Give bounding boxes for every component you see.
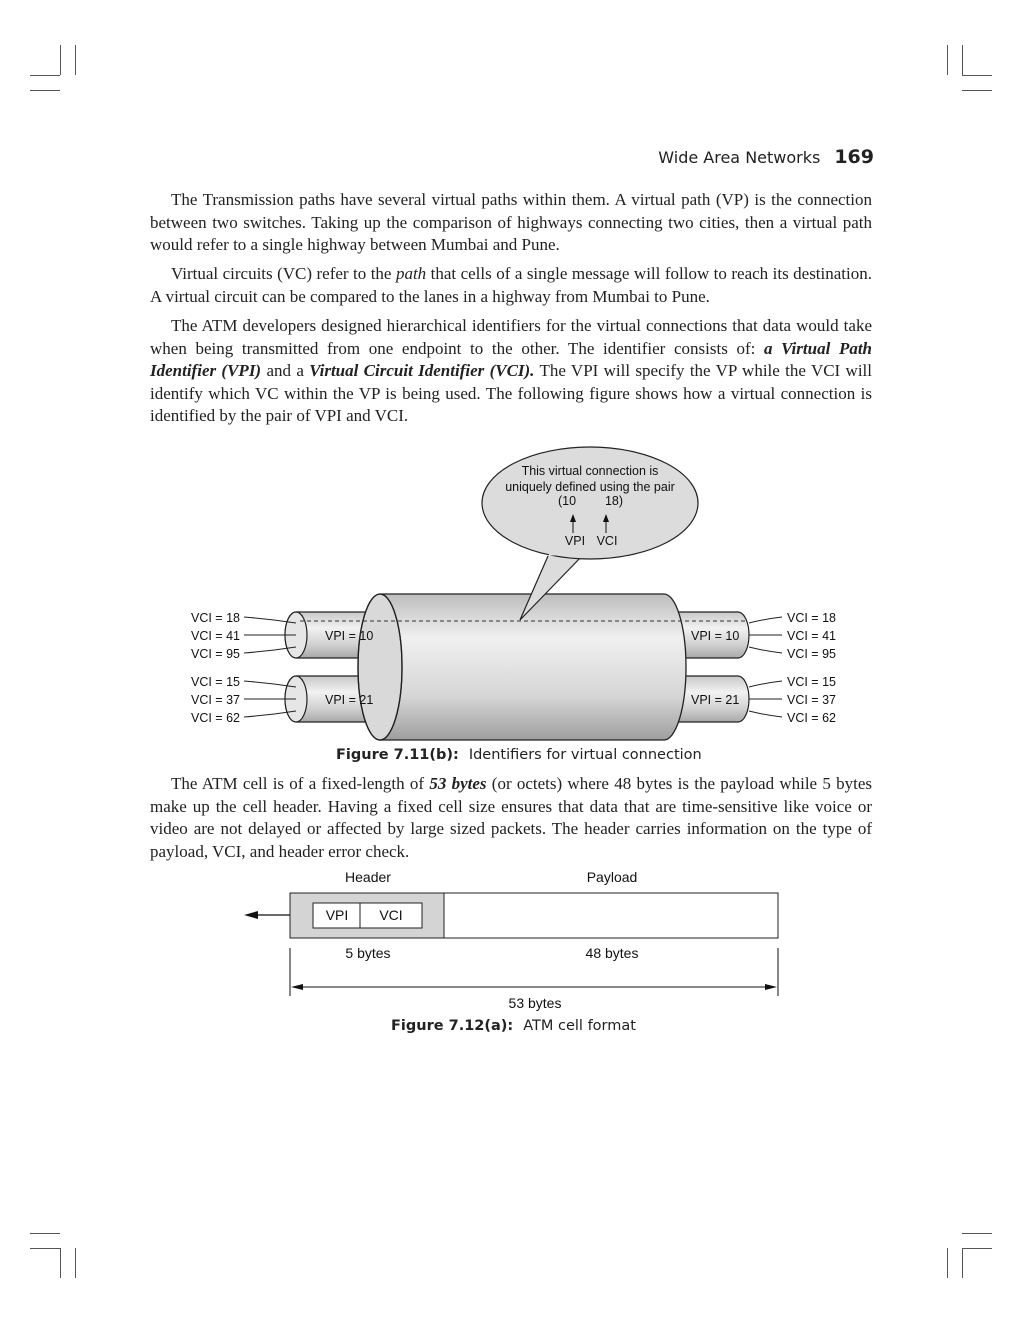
emphasis-53-bytes: 53 bytes	[429, 774, 487, 793]
vci-field-label: VCI	[379, 907, 403, 923]
vpi-field-label: VPI	[325, 907, 349, 923]
caption-label: Figure 7.12(a):	[391, 1018, 514, 1034]
page-number: 169	[834, 146, 874, 168]
vpi-label-right-bottom: VPI = 21	[691, 693, 740, 707]
emphasis-vci: Virtual Circuit Identifier (VCI).	[309, 361, 535, 380]
vci-label-left: VCI = 95	[191, 647, 240, 661]
caption-text: ATM cell format	[523, 1018, 636, 1034]
figure-7-11b-caption	[336, 747, 702, 763]
paragraph-virtual-paths: The Transmission paths have several virtual paths within them. A virtual path (VP) is the connection between two switches. Taking up the comparison of highways connecting two cities, then a virtual path would refer to a single highway between Mumbai and Pune.	[150, 190, 872, 254]
callout-label-vpi: VPI	[564, 534, 586, 548]
emphasis-vpi: a Virtual Path Identifier (VPI)	[150, 338, 873, 380]
caption-text: Identifiers for virtual connection	[468, 747, 702, 763]
vci-label-right: VCI = 37	[787, 693, 836, 707]
text-span: that cells of a single message will follow to reach its destination. A virtual circuit can be compared to the lanes in a highway from Mumbai to Pune.	[150, 264, 872, 306]
vpi-label-right-top: VPI = 10	[691, 629, 740, 643]
arrow-left-icon	[291, 984, 303, 990]
vci-label-right: VCI = 15	[787, 675, 836, 689]
text-span: The ATM cell is of a fixed-length of	[171, 774, 430, 793]
paragraph-atm-cell	[150, 773, 872, 863]
vci-label-right: VCI = 41	[787, 629, 836, 643]
vci-label-right: VCI = 18	[787, 611, 836, 625]
caption-label: Figure 7.11(b):	[336, 747, 459, 763]
header-label: Header	[345, 869, 391, 885]
vci-label-left: VCI = 15	[191, 675, 240, 689]
vci-label-left: VCI = 37	[191, 693, 240, 707]
text-span: The ATM developers designed hierarchical identifiers for the virtual connections that data would take when being transmitted from one endpoint to the other. The identifier consists of:	[150, 316, 872, 358]
text-span: (or octets) where 48 bytes is the payload while 5 bytes make up the cell header. Having a fixed cell size ensures that data that are time-sensitive like voice or video are not delayed or affected by large sized packets. The header carries information on the type of payload, VCI, and header error check.	[150, 774, 873, 861]
payload-block	[444, 893, 778, 938]
arrow-left-icon	[244, 911, 258, 919]
text-span: and a	[261, 361, 310, 380]
vpi-label-left-top: VPI = 10	[325, 629, 374, 643]
arrow-right-icon	[765, 984, 777, 990]
callout-line-2: uniquely defined using the pair	[505, 480, 675, 494]
payload-size-label: 48 bytes	[585, 945, 639, 961]
emphasis-path: path	[395, 264, 427, 283]
vci-label-left: VCI = 18	[191, 611, 240, 625]
text-span: Virtual circuits (VC) refer to the	[171, 264, 396, 283]
callout-pair-vci: 18)	[604, 494, 624, 508]
payload-label: Payload	[586, 869, 638, 885]
total-size-label: 53 bytes	[508, 995, 562, 1011]
vpi-label-left-bottom: VPI = 21	[325, 693, 374, 707]
header-size-label: 5 bytes	[345, 945, 391, 961]
vci-label-right: VCI = 95	[787, 647, 836, 661]
right-vci-lines	[749, 617, 782, 717]
running-header-title: Wide Area Networks	[658, 148, 821, 167]
vci-label-left: VCI = 41	[191, 629, 240, 643]
figure-atm-cell-format	[0, 860, 1023, 1020]
vci-label-right: VCI = 62	[787, 711, 836, 725]
callout-line-1: This virtual connection is	[521, 464, 659, 478]
callout-label-vci: VCI	[596, 534, 618, 548]
text-span: The VPI will specify the VP while the VCI will identify which VC within the VP is being used. The following figure shows how a virtual connection is identified by the pair of VPI and VCI.	[150, 361, 872, 425]
vci-label-left: VCI = 62	[191, 711, 240, 725]
figure-7-12a-caption	[391, 1018, 636, 1034]
callout-pair-vpi: (10	[557, 494, 577, 508]
